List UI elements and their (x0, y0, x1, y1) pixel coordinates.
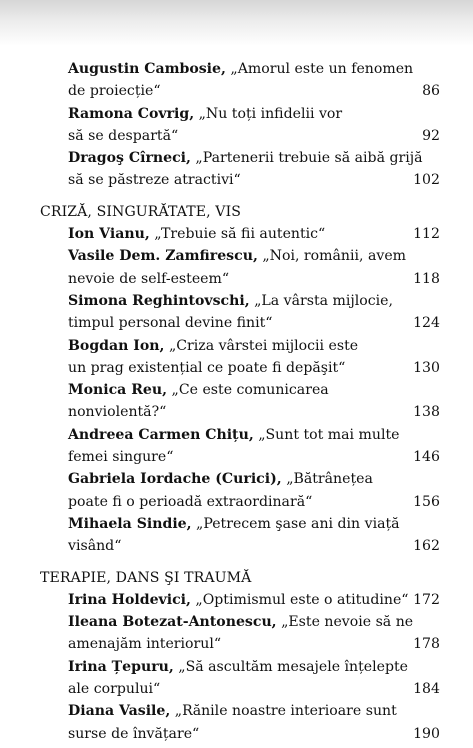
entry-title-line2: să se despartă“ (68, 127, 179, 144)
entry-title-line2: nonviolentă?“ (68, 404, 167, 421)
entry-title-line1: „Să ascultăm mesajele înțelepte (178, 658, 408, 675)
toc-entry (40, 335, 440, 380)
entry-title-line1: „Noi, românii, avem (262, 248, 407, 265)
entry-title-line1: „Rănile noastre interioare sunt (174, 703, 397, 720)
entry-page-number: 146 (413, 449, 440, 466)
entry-title-line2: amenajăm interiorul“ (68, 636, 222, 653)
entry-title-line1: „Trebuie să fii autentic“ (154, 226, 326, 243)
entry-author: Monica Reu, (68, 382, 168, 399)
entry-page-number: 112 (413, 226, 440, 243)
top-page-shadow (0, 0, 473, 46)
entry-author: Andreea Carmen Chițu, (68, 426, 254, 443)
entry-title-line1: „Nu toți infidelii vor (198, 105, 343, 122)
toc-entry (40, 700, 440, 745)
entry-author: Vasile Dem. Zamfirescu, (68, 248, 258, 265)
toc-entry (40, 589, 440, 611)
toc-entry (40, 58, 440, 103)
toc-entry (40, 147, 440, 192)
entry-title-line2: un prag existențial ce poate fi depăşit“ (68, 359, 346, 376)
entry-title-line1: „Partenerii trebuie să aibă grijă (195, 150, 423, 167)
entry-author: Ion Vianu, (68, 226, 150, 243)
entry-title-line2: femei singure“ (68, 449, 174, 466)
toc-entry (40, 245, 440, 290)
toc-entry (40, 468, 440, 513)
entry-author: Dragoş Cîrneci, (68, 150, 191, 167)
entry-page-number: 138 (413, 404, 440, 421)
entry-page-number: 190 (413, 725, 440, 742)
toc-entry (40, 424, 440, 469)
entry-author: Ramona Covrig, (68, 105, 195, 122)
entry-title-line1: „Criza vârstei mijlocii este (168, 337, 359, 354)
entry-page-number: 102 (413, 172, 440, 189)
entry-title-line2: să se păstreze atractivi“ (68, 172, 241, 189)
entry-author: Gabriela Iordache (Curici), (68, 471, 282, 488)
entry-page-number: 184 (413, 681, 440, 698)
entry-author: Mihaela Sindie, (68, 515, 192, 532)
entry-title-line2: de proiecție“ (68, 83, 161, 100)
toc-entry (40, 656, 440, 701)
toc-entry (40, 223, 440, 245)
entry-author: Irina Țepuru, (68, 658, 174, 675)
entry-title-line2: nevoie de self-esteem“ (68, 270, 230, 287)
entry-author: Augustin Cambosie, (68, 61, 226, 77)
entry-page-number: 156 (413, 493, 440, 510)
toc-entry (40, 513, 440, 558)
entry-author: Bogdan Ion, (68, 337, 165, 354)
table-of-contents (40, 58, 440, 745)
entry-title-line1: „Amorul este un fenomen (230, 61, 414, 77)
entry-title-line1: „La vârsta mijlocie, (254, 292, 394, 309)
entry-page-number: 172 (413, 591, 440, 608)
entry-title-line2: timpul personal devine finit“ (68, 315, 273, 332)
toc-entry (40, 103, 440, 148)
entry-author: Simona Reghintovschi, (68, 292, 250, 309)
entry-title-line2: ale corpului“ (68, 681, 161, 698)
entry-title-line1: „Sunt tot mai multe (258, 426, 400, 443)
toc-entry (40, 611, 440, 656)
entry-author: Ileana Botezat-Antonescu, (68, 614, 277, 631)
entry-page-number: 118 (413, 270, 440, 287)
entry-page-number: 162 (413, 538, 440, 555)
entry-title-line1: „Optimismul este o atitudine“ (195, 591, 409, 608)
toc-entry (40, 290, 440, 335)
toc-entry (40, 379, 440, 424)
entry-page-number: 86 (422, 83, 440, 100)
entry-page-number: 92 (422, 127, 440, 144)
entry-title-line2: poate fi o perioadă extraordinară“ (68, 493, 313, 510)
entry-page-number: 124 (413, 315, 440, 332)
entry-author: Irina Holdevici, (68, 591, 191, 608)
entry-title-line1: „Ce este comunicarea (171, 382, 329, 399)
entry-title-line1: „Bătrânețea (286, 471, 373, 488)
entry-title-line1: „Petrecem şase ani din viață (196, 515, 400, 532)
entry-title-line2: surse de învățare“ (68, 725, 200, 742)
section-title: TERAPIE, DANS ŞI TRAUMĂ (40, 569, 252, 586)
entry-title-line1: „Este nevoie să ne (281, 614, 414, 631)
entry-page-number: 130 (413, 359, 440, 376)
section-title: CRIZĂ, SINGURĂTATE, VIS (40, 203, 241, 220)
entry-title-line2: visând“ (68, 538, 122, 555)
entry-author: Diana Vasile, (68, 703, 171, 720)
entry-page-number: 178 (413, 636, 440, 653)
